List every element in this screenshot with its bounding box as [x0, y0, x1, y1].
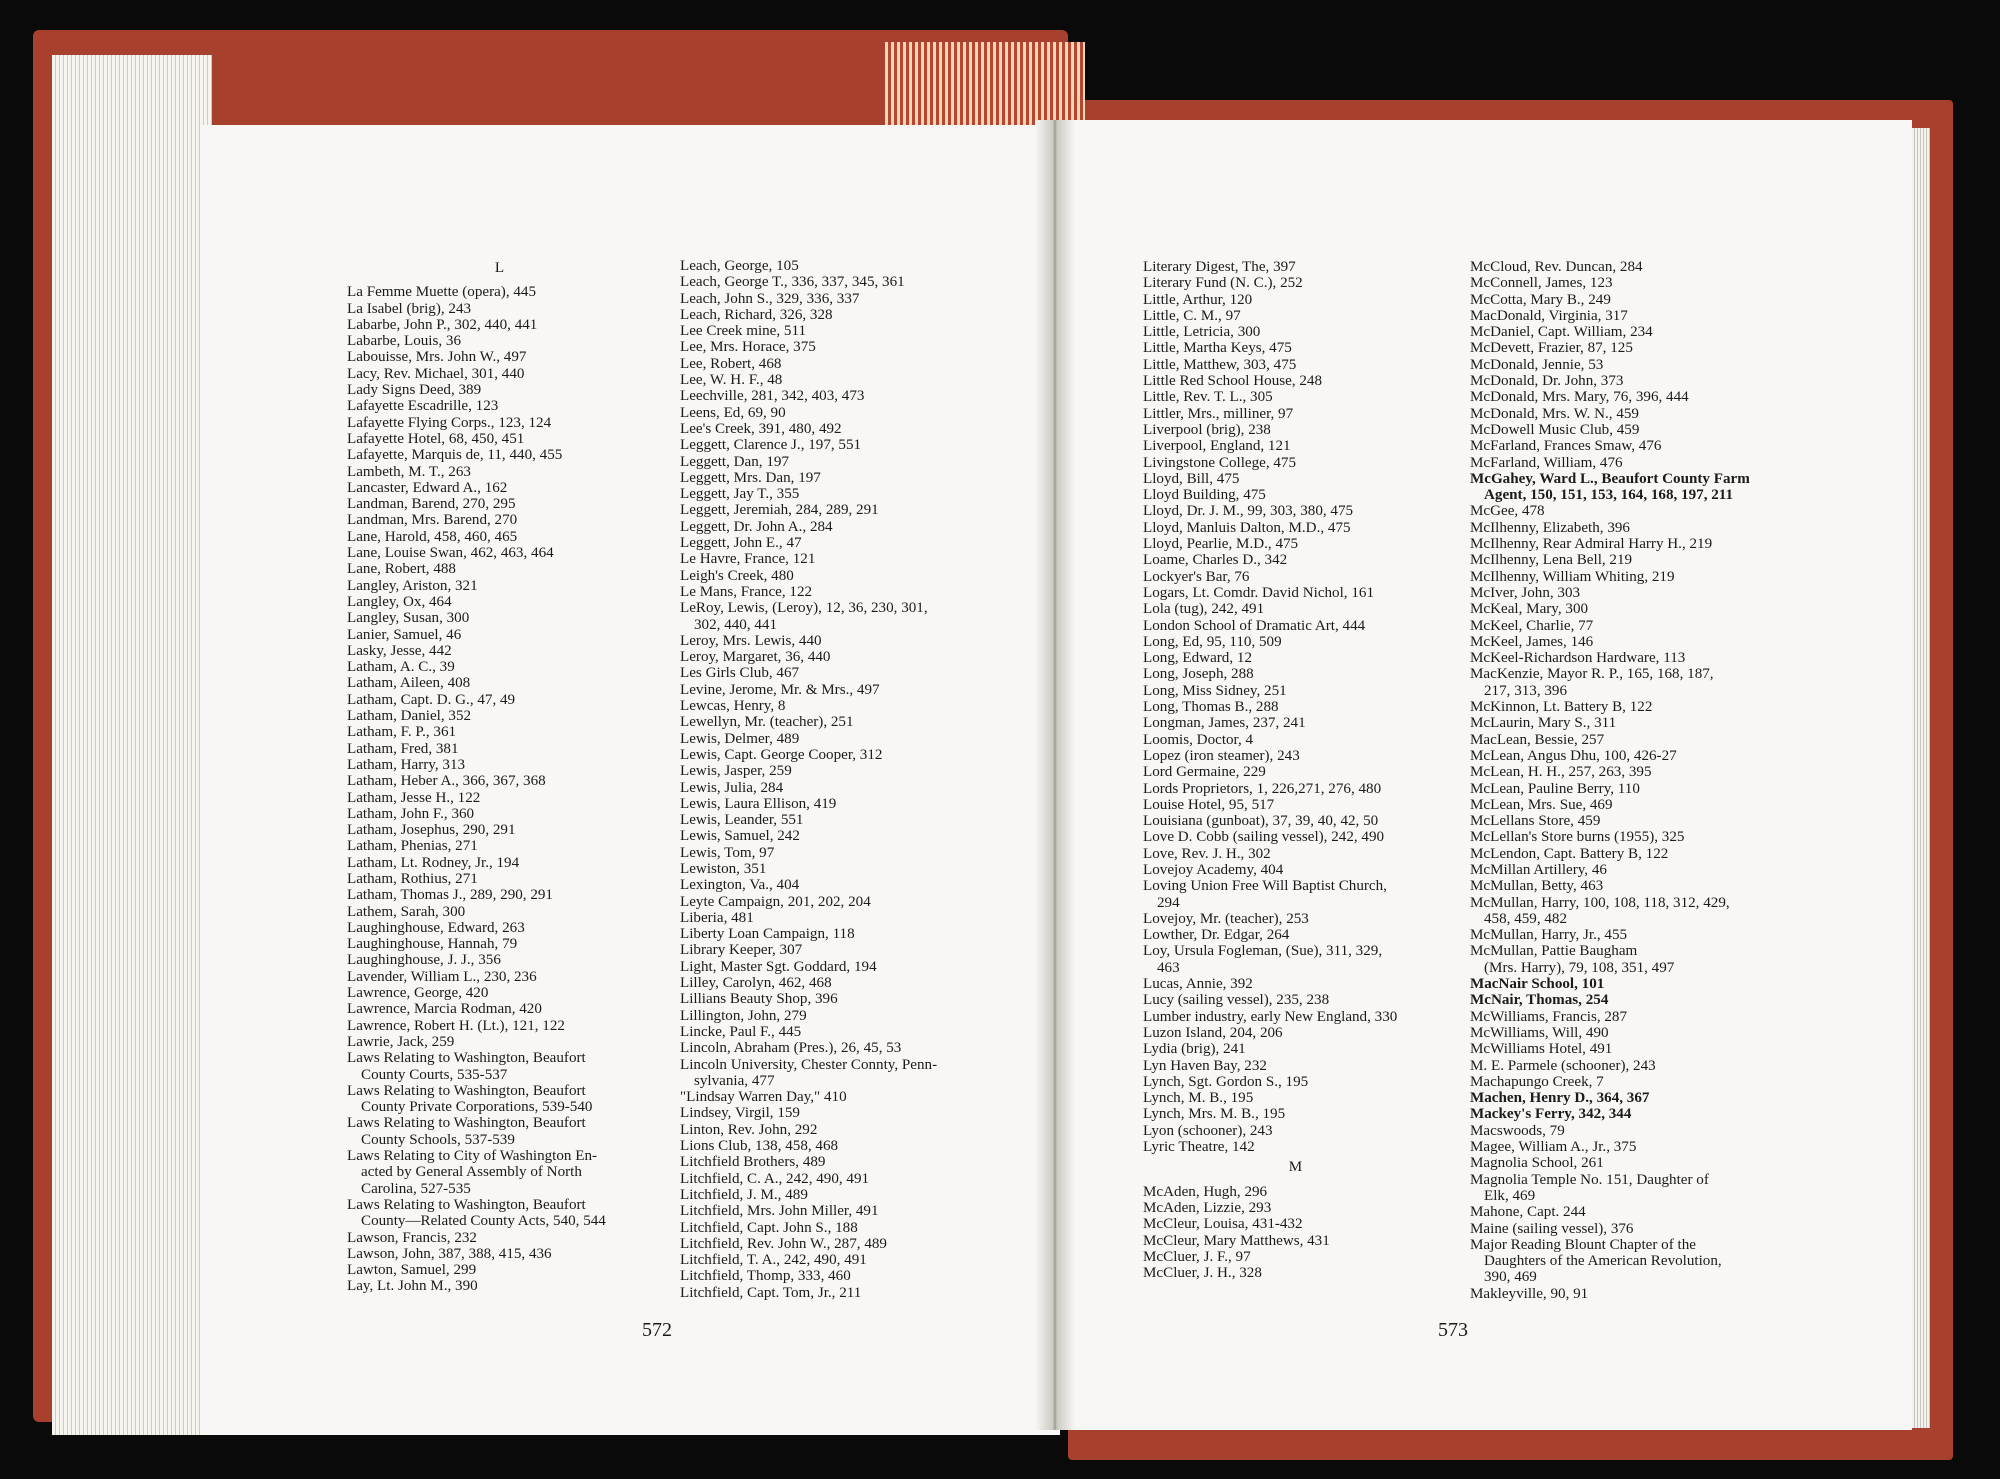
index-entry: Lawrie, Jack, 259 [347, 1033, 455, 1050]
index-entry: Long, Edward, 12 [1143, 650, 1252, 667]
index-entry: Lyon (schooner), 243 [1143, 1122, 1273, 1139]
index-column-1 [347, 256, 652, 1295]
index-entry: McGahey, Ward L., Beaufort County Farm [1470, 470, 1750, 487]
index-entry: Labarbe, Louis, 36 [347, 333, 462, 350]
index-entry: McDaniel, Capt. William, 234 [1470, 324, 1653, 341]
index-entry: Leggett, Jeremiah, 284, 289, 291 [680, 502, 879, 519]
index-entry: Leyte Campaign, 201, 202, 204 [680, 893, 871, 910]
index-entry: Library Keeper, 307 [680, 942, 803, 959]
index-entry: Latham, Daniel, 352 [347, 708, 472, 725]
index-entry: Lord Germaine, 229 [1143, 764, 1266, 781]
index-entry: Latham, Harry, 313 [347, 756, 466, 773]
index-entry: Laws Relating to Washington, Beaufort [347, 1050, 586, 1067]
index-entry: Latham, Capt. D. G., 47, 49 [347, 691, 516, 708]
index-entry: Lawrence, Robert H. (Lt.), 121, 122 [347, 1017, 565, 1034]
index-entry: McLendon, Capt. Battery B, 122 [1470, 845, 1669, 862]
index-entry: Maine (sailing vessel), 376 [1470, 1220, 1634, 1237]
index-entry: Lafayette, Marquis de, 11, 440, 455 [347, 447, 563, 464]
index-entry: Lumber industry, early New England, 330 [1143, 1008, 1398, 1025]
index-entry: Little, C. M., 97 [1143, 307, 1241, 324]
index-entry: McFarland, Frances Smaw, 476 [1470, 438, 1662, 455]
index-entry: Long, Ed, 95, 110, 509 [1143, 633, 1282, 650]
index-entry: Long, Miss Sidney, 251 [1143, 682, 1287, 699]
index-entry: Latham, John F., 360 [347, 805, 475, 822]
index-entry: MacKenzie, Mayor R. P., 165, 168, 187, [1470, 666, 1714, 683]
index-entry: Lewis, Delmer, 489 [680, 730, 800, 747]
index-entry: Laws Relating to Washington, Beaufort [347, 1082, 586, 1099]
index-entry: Loame, Charles D., 342 [1143, 552, 1288, 569]
index-entry: Literary Digest, The, 397 [1143, 259, 1296, 275]
index-entry: Le Havre, France, 121 [680, 551, 816, 568]
index-entry: McMillan Artillery, 46 [1470, 861, 1607, 878]
index-column-3 [1143, 259, 1448, 1281]
index-entry: Lovejoy Academy, 404 [1143, 861, 1284, 878]
index-entry: McLean, Mrs. Sue, 469 [1470, 796, 1613, 813]
index-entry: Magnolia School, 261 [1470, 1155, 1604, 1172]
index-entry: Lloyd, Manluis Dalton, M.D., 475 [1143, 519, 1351, 536]
index-entry: Lowther, Dr. Edgar, 264 [1143, 927, 1290, 944]
index-entry: McLaurin, Mary S., 311 [1470, 715, 1617, 732]
index-entry: Laws Relating to City of Washington En- [347, 1148, 598, 1165]
index-entry: Lacy, Rev. Michael, 301, 440 [347, 365, 525, 382]
index-entry-continuation: Elk, 469 [1484, 1187, 1536, 1204]
index-entry: McKeel, Charlie, 77 [1470, 617, 1594, 634]
index-entry: Lafayette Flying Corps., 123, 124 [347, 414, 552, 431]
index-entry: McDowell Music Club, 459 [1470, 421, 1640, 438]
index-entry: Lillington, John, 279 [680, 1007, 807, 1024]
index-column-2 [680, 258, 985, 1301]
page-edges-left [52, 55, 212, 1435]
index-entry: Lords Proprietors, 1, 226,271, 276, 480 [1143, 780, 1382, 797]
index-entry: McMullan, Harry, Jr., 455 [1470, 927, 1628, 944]
index-entry: Lawrence, Marcia Rodman, 420 [347, 1001, 542, 1018]
index-entry: Leggett, Dan, 197 [680, 453, 789, 470]
index-entry: Leach, George T., 336, 337, 345, 361 [680, 274, 905, 291]
index-entry: Lewcas, Henry, 8 [680, 698, 786, 715]
index-entry: McWilliams Hotel, 491 [1470, 1041, 1613, 1058]
index-entry: Litchfield, Thomp, 333, 460 [680, 1268, 851, 1285]
page-number-right: 573 [1438, 1319, 1468, 1341]
index-entry: Lindsey, Virgil, 159 [680, 1105, 800, 1122]
index-entry: Lanier, Samuel, 46 [347, 626, 462, 643]
index-entry: Landman, Mrs. Barend, 270 [347, 512, 518, 529]
index-entry: Lyn Haven Bay, 232 [1143, 1057, 1267, 1074]
index-entry: Makleyville, 90, 91 [1470, 1285, 1589, 1302]
index-entry: Lexington, Va., 404 [680, 877, 800, 894]
index-entry: McLean, H. H., 257, 263, 395 [1470, 764, 1652, 781]
index-entry: Lovejoy, Mr. (teacher), 253 [1143, 910, 1309, 927]
index-entry: Lee Creek mine, 511 [680, 323, 807, 340]
index-entry: Lions Club, 138, 458, 468 [680, 1138, 839, 1155]
index-entry: Latham, Thomas J., 289, 290, 291 [347, 887, 553, 904]
index-entry-continuation: 302, 440, 441 [694, 616, 778, 633]
index-entry: Leroy, Margaret, 36, 440 [680, 649, 831, 666]
index-entry: Latham, Lt. Rodney, Jr., 194 [347, 854, 520, 871]
index-entry: Lincoln University, Chester Connty, Penn- [680, 1056, 938, 1073]
index-entry: Latham, Josephus, 290, 291 [347, 822, 516, 839]
index-entry: Lewis, Capt. George Cooper, 312 [680, 746, 883, 763]
index-entry-continuation: (Mrs. Harry), 79, 108, 351, 497 [1484, 959, 1675, 976]
index-entry: Liverpool (brig), 238 [1143, 421, 1271, 438]
index-entry: McAden, Hugh, 296 [1143, 1183, 1268, 1200]
index-entry: London School of Dramatic Art, 444 [1143, 617, 1366, 634]
index-entry-continuation: County Private Corporations, 539-540 [361, 1099, 593, 1116]
index-entry: McKeal, Mary, 300 [1470, 601, 1589, 618]
index-entry: Leggett, John E., 47 [680, 535, 802, 552]
index-entry: Lane, Harold, 458, 460, 465 [347, 528, 518, 545]
index-entry: Lynch, M. B., 195 [1143, 1090, 1254, 1107]
index-entry-continuation: 463 [1157, 959, 1180, 976]
index-entry: Long, Thomas B., 288 [1143, 699, 1279, 716]
index-entry: McWilliams, Will, 490 [1470, 1024, 1609, 1041]
index-entry: McDevett, Frazier, 87, 125 [1470, 340, 1633, 357]
index-entry-continuation: County Courts, 535-537 [361, 1066, 508, 1083]
index-entry: Lydia (brig), 241 [1143, 1041, 1246, 1058]
page-edges-right [1912, 128, 1930, 1428]
index-entry: Leens, Ed, 69, 90 [680, 404, 786, 421]
index-entry: Lewiston, 351 [680, 860, 767, 877]
index-entry: Littler, Mrs., milliner, 97 [1143, 405, 1294, 422]
index-entry: Leggett, Jay T., 355 [680, 486, 800, 503]
index-entry: Mahone, Capt. 244 [1470, 1204, 1586, 1221]
index-entry-continuation: sylvania, 477 [694, 1072, 775, 1089]
index-entry: Machapungo Creek, 7 [1470, 1073, 1604, 1090]
index-entry: Litchfield Brothers, 489 [680, 1154, 826, 1171]
index-entry: McKinnon, Lt. Battery B, 122 [1470, 699, 1653, 716]
index-entry: Logars, Lt. Comdr. David Nichol, 161 [1143, 584, 1374, 601]
index-entry: Longman, James, 237, 241 [1143, 715, 1306, 732]
index-entry: Lane, Louise Swan, 462, 463, 464 [347, 545, 554, 562]
index-entry: McKeel-Richardson Hardware, 113 [1470, 650, 1686, 667]
index-entry: Livingstone College, 475 [1143, 454, 1297, 471]
index-entry: Labarbe, John P., 302, 440, 441 [347, 316, 538, 333]
index-entry: Latham, Heber A., 366, 367, 368 [347, 773, 546, 790]
index-entry: Lady Signs Deed, 389 [347, 382, 482, 399]
index-entry: Little, Matthew, 303, 475 [1143, 356, 1297, 373]
index-entry: McMullan, Harry, 100, 108, 118, 312, 429, [1470, 894, 1730, 911]
index-entry: Latham, Rothius, 271 [347, 870, 478, 887]
index-entry: Loving Union Free Will Baptist Church, [1143, 878, 1387, 895]
index-entry: Major Reading Blount Chapter of the [1470, 1236, 1696, 1253]
index-entry: Lockyer's Bar, 76 [1143, 568, 1250, 585]
index-entry: Lambeth, M. T., 263 [347, 463, 471, 480]
index-entry: Lawson, Francis, 232 [347, 1229, 477, 1246]
index-entry: Louise Hotel, 95, 517 [1143, 796, 1275, 813]
index-entry: Lawson, John, 387, 388, 415, 436 [347, 1245, 552, 1262]
book-gutter [1035, 120, 1075, 1430]
index-entry: McAden, Lizzie, 293 [1143, 1199, 1272, 1216]
index-entry: Little, Rev. T. L., 305 [1143, 389, 1273, 406]
index-entry-continuation: 294 [1157, 894, 1180, 911]
index-entry: MacNair School, 101 [1470, 976, 1605, 993]
index-entry: McFarland, William, 476 [1470, 454, 1623, 471]
index-entry: Little, Martha Keys, 475 [1143, 340, 1292, 357]
index-entry-continuation: Agent, 150, 151, 153, 164, 168, 197, 211 [1484, 487, 1734, 504]
index-entry: Loy, Ursula Fogleman, (Sue), 311, 329, [1143, 943, 1383, 960]
index-entry: Latham, Aileen, 408 [347, 675, 471, 692]
index-entry: Laughinghouse, Edward, 263 [347, 919, 525, 936]
index-entry: McIlhenny, William Whiting, 219 [1470, 568, 1675, 585]
index-entry: McNair, Thomas, 254 [1470, 992, 1609, 1009]
index-entry: McLellans Store, 459 [1470, 813, 1601, 830]
index-entry: Laughinghouse, Hannah, 79 [347, 936, 518, 953]
section-letter: M [1288, 1159, 1303, 1176]
index-entry: McIver, John, 303 [1470, 584, 1581, 601]
index-entry: Lancaster, Edward A., 162 [347, 479, 508, 496]
index-entry: Macswoods, 79 [1470, 1122, 1565, 1139]
index-entry: LeRoy, Lewis, (Leroy), 12, 36, 230, 301, [680, 600, 928, 617]
index-entry: Literary Fund (N. C.), 252 [1143, 275, 1303, 292]
index-entry: McLean, Angus Dhu, 100, 426-27 [1470, 747, 1677, 764]
index-entry-continuation: Daughters of the American Revolution, [1484, 1253, 1722, 1270]
index-entry: McDonald, Mrs. W. N., 459 [1470, 405, 1639, 422]
index-entry: Leigh's Creek, 480 [680, 567, 794, 584]
index-entry: Liberia, 481 [680, 909, 754, 926]
index-entry: Linton, Rev. John, 292 [680, 1121, 818, 1138]
index-entry: Leggett, Clarence J., 197, 551 [680, 437, 862, 454]
index-entry: Leach, John S., 329, 336, 337 [680, 290, 860, 307]
index-entry: Lafayette Hotel, 68, 450, 451 [347, 430, 525, 447]
index-entry: Machen, Henry D., 364, 367 [1470, 1090, 1650, 1107]
index-entry: Landman, Barend, 270, 295 [347, 496, 516, 513]
index-entry: Latham, Fred, 381 [347, 740, 459, 757]
index-entry: Magnolia Temple No. 151, Daughter of [1470, 1171, 1709, 1188]
index-entry: McWilliams, Francis, 287 [1470, 1008, 1628, 1025]
index-entry: Lewis, Tom, 97 [680, 844, 775, 861]
index-entry: Lewellyn, Mr. (teacher), 251 [680, 714, 854, 731]
index-entry: Lawton, Samuel, 299 [347, 1262, 477, 1279]
index-entry-continuation: 217, 313, 396 [1484, 682, 1568, 699]
index-entry-continuation: Carolina, 527-535 [361, 1180, 471, 1197]
index-entry: La Isabel (brig), 243 [347, 300, 472, 317]
index-entry: Leggett, Mrs. Dan, 197 [680, 469, 821, 486]
index-entry: Levine, Jerome, Mr. & Mrs., 497 [680, 681, 880, 698]
index-entry: Little, Arthur, 120 [1143, 291, 1253, 308]
index-entry: McDonald, Dr. John, 373 [1470, 373, 1624, 390]
index-entry: Leach, George, 105 [680, 258, 799, 274]
index-entry: McCleur, Louisa, 431-432 [1143, 1216, 1303, 1233]
page-number-left: 572 [642, 1319, 672, 1341]
index-column-4 [1470, 259, 1775, 1302]
index-entry: McConnell, James, 123 [1470, 275, 1613, 292]
index-entry: Little, Letricia, 300 [1143, 324, 1261, 341]
index-entry: McIlhenny, Elizabeth, 396 [1470, 519, 1630, 536]
index-entry: McIlhenny, Rear Admiral Harry H., 219 [1470, 536, 1713, 553]
index-entry: Lincke, Paul F., 445 [680, 1023, 802, 1040]
index-entry: MacLean, Bessie, 257 [1470, 731, 1605, 748]
index-entry: Lyric Theatre, 142 [1143, 1139, 1255, 1156]
index-entry: Lloyd, Pearlie, M.D., 475 [1143, 536, 1299, 553]
index-entry: Lewis, Laura Ellison, 419 [680, 795, 837, 812]
index-entry: Litchfield, J. M., 489 [680, 1186, 808, 1203]
index-entry: McDonald, Mrs. Mary, 76, 396, 444 [1470, 389, 1689, 406]
index-entry: Long, Joseph, 288 [1143, 666, 1254, 683]
index-entry: Louisiana (gunboat), 37, 39, 40, 42, 50 [1143, 813, 1379, 830]
index-entry: Latham, Phenias, 271 [347, 838, 478, 855]
index-entry: Lafayette Escadrille, 123 [347, 398, 499, 415]
index-entry: Labouisse, Mrs. John W., 497 [347, 349, 527, 366]
index-entry: Litchfield, Rev. John W., 287, 489 [680, 1235, 887, 1252]
index-entry: Lawrence, George, 420 [347, 985, 489, 1002]
index-entry: Litchfield, Capt. Tom, Jr., 211 [680, 1284, 862, 1301]
index-entry-continuation: County—Related County Acts, 540, 544 [361, 1213, 606, 1230]
book-headband [885, 42, 1085, 127]
index-entry: Les Girls Club, 467 [680, 665, 800, 682]
index-entry: Lewis, Leander, 551 [680, 812, 804, 829]
index-entry: Leggett, Dr. John A., 284 [680, 518, 833, 535]
index-entry: La Femme Muette (opera), 445 [347, 284, 537, 301]
index-entry: McMullan, Betty, 463 [1470, 878, 1604, 895]
index-entry: Lilley, Carolyn, 462, 468 [680, 975, 832, 992]
index-entry: Lynch, Sgt. Gordon S., 195 [1143, 1073, 1309, 1090]
index-entry: McCleur, Mary Matthews, 431 [1143, 1232, 1330, 1249]
index-entry: Langley, Ox, 464 [347, 593, 452, 610]
index-entry: Lane, Robert, 488 [347, 561, 456, 578]
index-entry: Light, Master Sgt. Goddard, 194 [680, 958, 877, 975]
index-entry: Liberty Loan Campaign, 118 [680, 926, 855, 943]
index-entry: McDonald, Jennie, 53 [1470, 356, 1604, 373]
index-entry: Lillians Beauty Shop, 396 [680, 991, 838, 1008]
index-entry: MacDonald, Virginia, 317 [1470, 307, 1628, 324]
index-entry-continuation: 390, 469 [1484, 1269, 1537, 1286]
index-entry: McKeel, James, 146 [1470, 633, 1594, 650]
index-entry: Lewis, Julia, 284 [680, 779, 784, 796]
index-entry: Langley, Ariston, 321 [347, 577, 478, 594]
index-entry: Love, Rev. J. H., 302 [1143, 845, 1271, 862]
index-entry: M. E. Parmele (schooner), 243 [1470, 1057, 1656, 1074]
index-entry-continuation: 458, 459, 482 [1484, 910, 1568, 927]
index-entry: Latham, A. C., 39 [347, 659, 455, 676]
section-letter: L [494, 260, 505, 276]
index-entry: McGee, 478 [1470, 503, 1545, 520]
index-entry: Lucas, Annie, 392 [1143, 976, 1253, 993]
index-entry: Latham, F. P., 361 [347, 724, 457, 741]
index-entry: Lathem, Sarah, 300 [347, 903, 466, 920]
index-entry: Leroy, Mrs. Lewis, 440 [680, 632, 822, 649]
index-entry: McMullan, Pattie Baugham [1470, 943, 1638, 960]
index-entry: Lynch, Mrs. M. B., 195 [1143, 1106, 1286, 1123]
index-entry: McCluer, J. F., 97 [1143, 1248, 1251, 1265]
index-entry: "Lindsay Warren Day," 410 [680, 1089, 847, 1106]
index-entry: Lee, Mrs. Horace, 375 [680, 339, 816, 356]
index-entry: Lloyd Building, 475 [1143, 487, 1266, 504]
index-entry: Mackey's Ferry, 342, 344 [1470, 1106, 1632, 1123]
index-entry: Lasky, Jesse, 442 [347, 642, 452, 659]
index-entry: Latham, Jesse H., 122 [347, 789, 481, 806]
index-entry: McLellan's Store burns (1955), 325 [1470, 829, 1685, 846]
index-entry: Lee's Creek, 391, 480, 492 [680, 420, 842, 437]
index-entry: Lopez (iron steamer), 243 [1143, 747, 1300, 764]
index-entry: Lloyd, Bill, 475 [1143, 470, 1240, 487]
index-entry: Magee, William A., Jr., 375 [1470, 1139, 1637, 1156]
index-entry: Le Mans, France, 122 [680, 583, 813, 600]
index-entry: Laws Relating to Washington, Beaufort [347, 1196, 586, 1213]
index-entry: Lavender, William L., 230, 236 [347, 968, 537, 985]
index-entry: Litchfield, Capt. John S., 188 [680, 1219, 858, 1236]
index-entry: McIlhenny, Lena Bell, 219 [1470, 552, 1633, 569]
index-entry: Lee, Robert, 468 [680, 355, 782, 372]
index-entry: Leach, Richard, 326, 328 [680, 306, 833, 323]
index-entry: McCluer, J. H., 328 [1143, 1265, 1262, 1282]
index-entry: Lay, Lt. John M., 390 [347, 1278, 478, 1295]
index-entry-continuation: County Schools, 537-539 [361, 1131, 515, 1148]
index-entry: Litchfield, Mrs. John Miller, 491 [680, 1203, 879, 1220]
index-entry: Litchfield, C. A., 242, 490, 491 [680, 1170, 870, 1187]
index-entry: Lewis, Jasper, 259 [680, 763, 792, 780]
index-entry: Lincoln, Abraham (Pres.), 26, 45, 53 [680, 1040, 902, 1057]
index-entry: Little Red School House, 248 [1143, 373, 1323, 390]
index-entry: Love D. Cobb (sailing vessel), 242, 490 [1143, 829, 1385, 846]
index-entry: Liverpool, England, 121 [1143, 438, 1291, 455]
index-entry: McCloud, Rev. Duncan, 284 [1470, 259, 1643, 275]
index-entry: Litchfield, T. A., 242, 490, 491 [680, 1252, 867, 1269]
index-entry: McCotta, Mary B., 249 [1470, 291, 1611, 308]
index-entry: Langley, Susan, 300 [347, 610, 470, 627]
index-entry: Luzon Island, 204, 206 [1143, 1024, 1283, 1041]
index-entry: Lola (tug), 242, 491 [1143, 601, 1265, 618]
index-entry-continuation: acted by General Assembly of North [361, 1164, 582, 1181]
index-entry: Lloyd, Dr. J. M., 99, 303, 380, 475 [1143, 503, 1354, 520]
index-entry: McLean, Pauline Berry, 110 [1470, 780, 1640, 797]
index-entry: Lee, W. H. F., 48 [680, 372, 783, 389]
index-entry: Leechville, 281, 342, 403, 473 [680, 388, 865, 405]
index-entry: Laws Relating to Washington, Beaufort [347, 1115, 586, 1132]
index-entry: Laughinghouse, J. J., 356 [347, 952, 501, 969]
index-entry: Loomis, Doctor, 4 [1143, 731, 1254, 748]
index-entry: Lucy (sailing vessel), 235, 238 [1143, 992, 1330, 1009]
index-entry: Lewis, Samuel, 242 [680, 828, 800, 845]
